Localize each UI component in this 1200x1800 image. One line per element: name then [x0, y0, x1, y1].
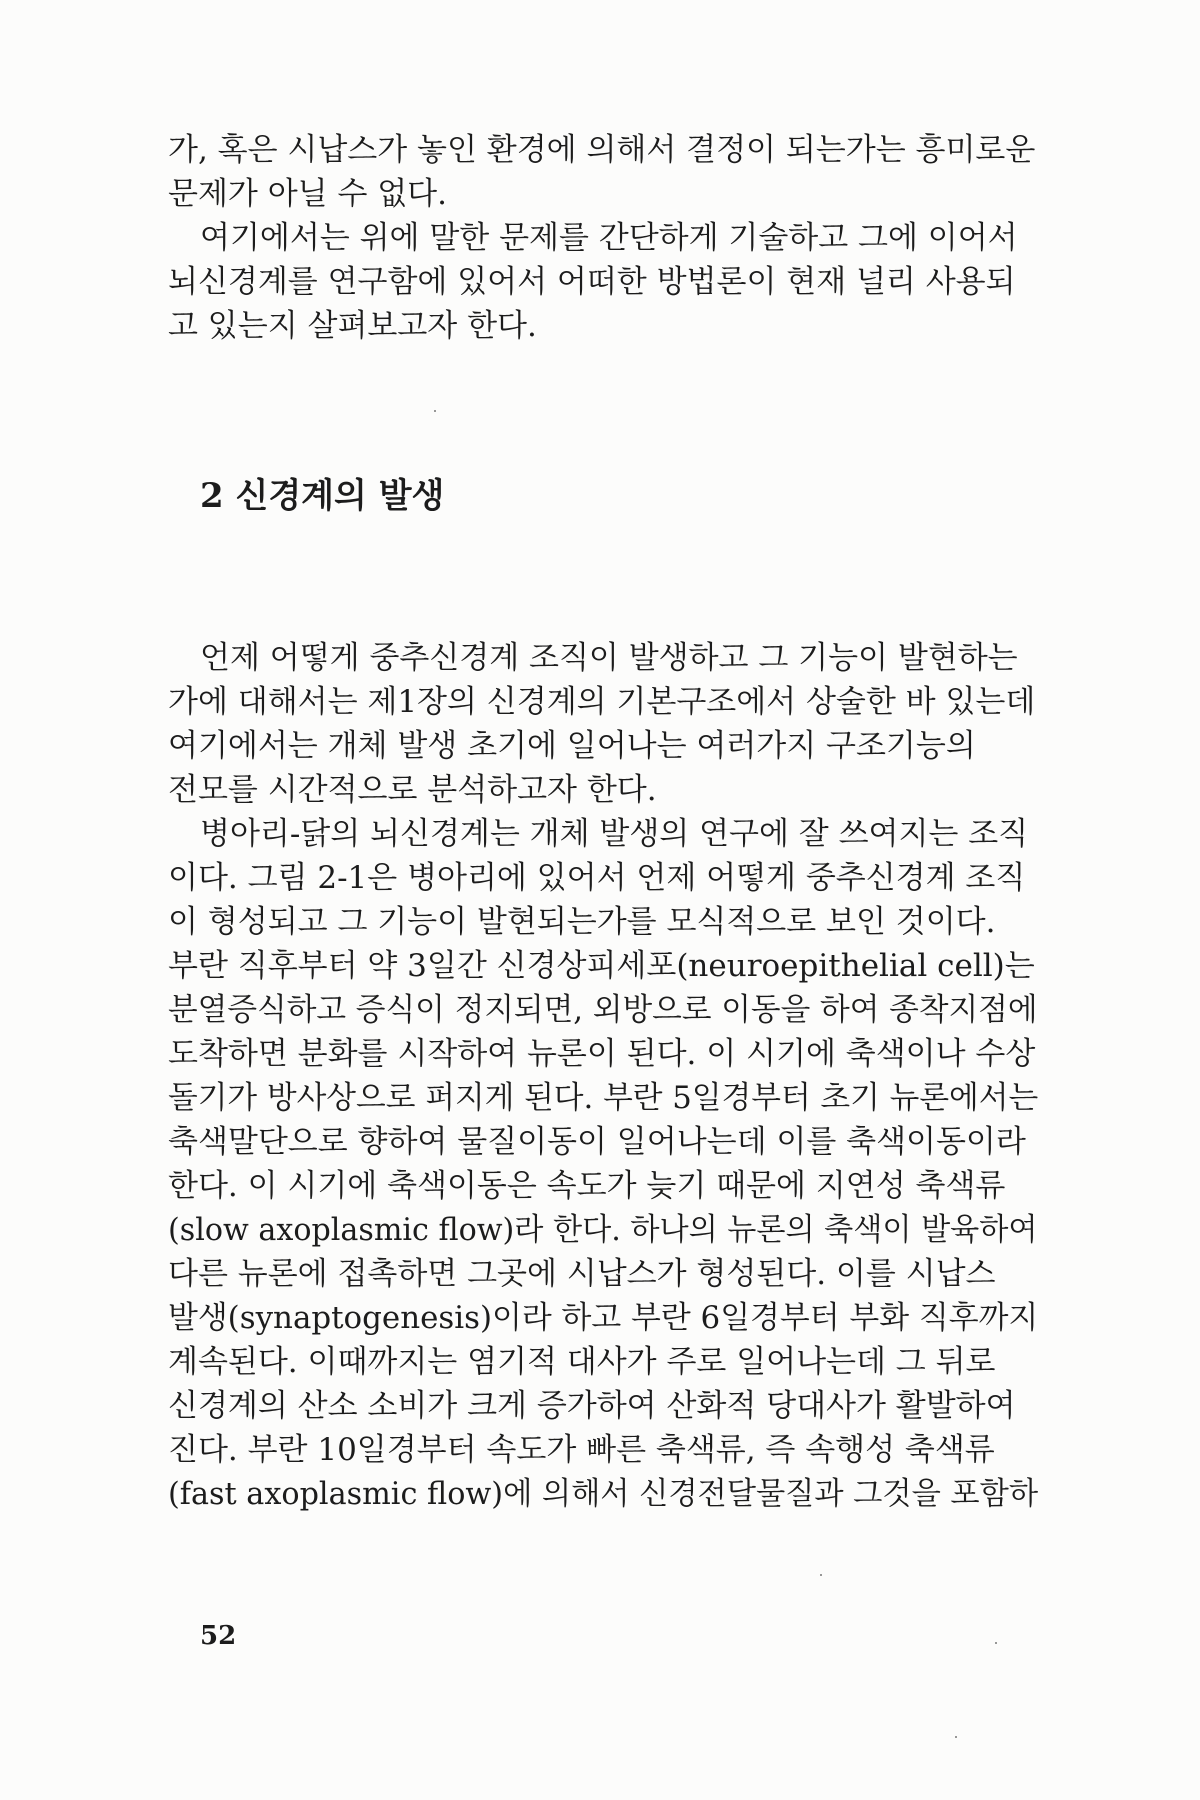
text-line: 가, 혹은 시납스가 놓인 환경에 의해서 결정이 되는가는 흥미로운 [168, 132, 1036, 168]
scan-speck [955, 1736, 957, 1738]
text-line: 계속된다. 이때까지는 염기적 대사가 주로 일어나는데 그 뒤로 [168, 1344, 996, 1380]
text-line: 이 형성되고 그 기능이 발현되는가를 모식적으로 보인 것이다. [168, 904, 996, 940]
text-line: 여기에서는 위에 말한 문제를 간단하게 기술하고 그에 이어서 [200, 220, 1018, 256]
text-line: 전모를 시간적으로 분석하고자 한다. [168, 772, 657, 808]
text-line: 도착하면 분화를 시작하여 뉴론이 된다. 이 시기에 축색이나 수상 [168, 1036, 1036, 1072]
text-line: 뇌신경계를 연구함에 있어서 어떠한 방법론이 현재 널리 사용되 [168, 264, 1016, 300]
text-line: (fast axoplasmic flow)에 의해서 신경전달물질과 그것을 포함하 [168, 1476, 1039, 1512]
page-number: 52 [200, 1621, 237, 1651]
text-line: 돌기가 방사상으로 퍼지게 된다. 부란 5일경부터 초기 뉴론에서는 [168, 1080, 1039, 1116]
text-line: 언제 어떻게 중추신경계 조직이 발생하고 그 기능이 발현하는 [200, 640, 1018, 676]
text-line: 병아리-닭의 뇌신경계는 개체 발생의 연구에 잘 쓰여지는 조직 [200, 816, 1029, 852]
text-line: 분열증식하고 증식이 정지되면, 외방으로 이동을 하여 종착지점에 [168, 992, 1038, 1028]
text-line: 부란 직후부터 약 3일간 신경상피세포(neuroepithelial cell)는 [168, 948, 1035, 984]
text-line: 한다. 이 시기에 축색이동은 속도가 늦기 때문에 지연성 축색류 [168, 1168, 1006, 1204]
text-line: 신경계의 산소 소비가 크게 증가하여 산화적 당대사가 활발하여 [168, 1388, 1016, 1424]
text-line: 진다. 부란 10일경부터 속도가 빠른 축색류, 즉 속행성 축색류 [168, 1432, 995, 1468]
text-line: 가에 대해서는 제1장의 신경계의 기본구조에서 상술한 바 있는데 [168, 684, 1036, 720]
scan-speck [995, 1642, 997, 1644]
scan-speck [820, 1574, 822, 1576]
text-line: 발생(synaptogenesis)이라 하고 부란 6일경부터 부화 직후까지 [168, 1300, 1039, 1336]
scan-speck [434, 410, 436, 412]
text-line: 여기에서는 개체 발생 초기에 일어나는 여러가지 구조기능의 [168, 728, 976, 764]
text-line: 다른 뉴론에 접촉하면 그곳에 시납스가 형성된다. 이를 시납스 [168, 1256, 996, 1292]
section-heading: 2 신경계의 발생 [200, 476, 445, 516]
text-line: 축색말단으로 향하여 물질이동이 일어나는데 이를 축색이동이라 [168, 1124, 1026, 1160]
text-line: 문제가 아닐 수 없다. [168, 176, 447, 212]
text-line: 이다. 그림 2-1은 병아리에 있어서 언제 어떻게 중추신경계 조직 [168, 860, 1026, 896]
text-line: (slow axoplasmic flow)라 한다. 하나의 뉴론의 축색이 발육하여 [168, 1212, 1038, 1248]
text-line: 고 있는지 살펴보고자 한다. [168, 308, 537, 344]
